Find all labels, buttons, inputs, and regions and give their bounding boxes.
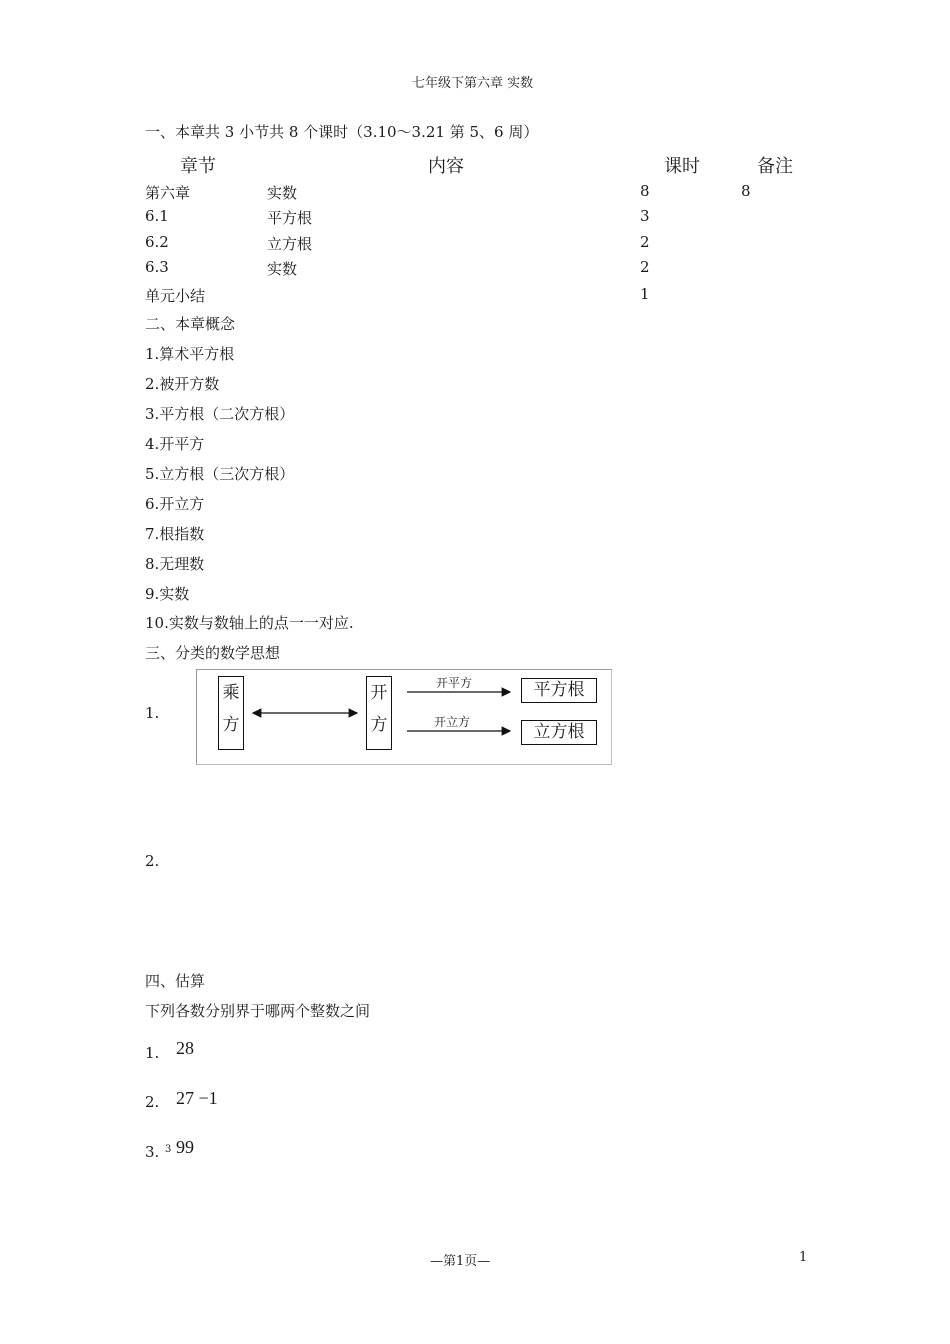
label-cube-root-op: 开立方 [434, 715, 471, 729]
table-cell: 1 [640, 285, 650, 303]
table-cell: 2 [640, 233, 650, 251]
concept-item: 1.算术平方根 [145, 345, 235, 363]
table-cell: 单元小结 [145, 287, 206, 305]
diagram-box-cube-root: 立方根 [521, 720, 597, 745]
estimate-expr: 27 −1 [176, 1088, 218, 1108]
page-number: 1 [799, 1250, 808, 1265]
section4-subtitle: 下列各数分别界于哪两个整数之间 [145, 1002, 371, 1020]
table-cell: 6.3 [145, 258, 169, 276]
estimate-expr: 28 [176, 1038, 194, 1058]
estimate-label: 2. [145, 1093, 160, 1111]
estimate-label: 1. [145, 1044, 160, 1062]
section2-title: 二、本章概念 [145, 315, 236, 333]
diagram-box-root: 开方 [366, 676, 392, 750]
table-cell: 6.1 [145, 207, 169, 225]
page-header: 七年级下第六章 实数 [412, 76, 534, 91]
concept-item: 3.平方根（二次方根） [145, 405, 295, 423]
table-cell: 实数 [267, 184, 298, 202]
table-cell: 3 [640, 207, 650, 225]
estimate-label: 3. [145, 1143, 160, 1161]
table-header-chapter: 章节 [180, 156, 216, 177]
label-square-root-op: 开平方 [436, 676, 473, 690]
table-cell: 第六章 [145, 184, 191, 202]
concept-item: 10.实数与数轴上的点一一对应. [145, 614, 354, 632]
concept-item: 6.开立方 [145, 495, 205, 513]
concept-item: 4.开平方 [145, 435, 205, 453]
diagram-box-power: 乘方 [218, 676, 244, 750]
concept-item: 9.实数 [145, 585, 190, 603]
root-index: 3 [165, 1144, 172, 1155]
item-label: 1. [145, 704, 160, 722]
concept-item: 5.立方根（三次方根） [145, 465, 295, 483]
table-cell: 8 [640, 182, 650, 200]
table-header-notes: 备注 [757, 156, 793, 177]
page-footer-label: —第1页— [430, 1254, 491, 1269]
table-cell: 平方根 [267, 209, 313, 227]
table-cell: 6.2 [145, 233, 169, 251]
table-header-hours: 课时 [664, 156, 700, 177]
section1-title: 一、本章共 3 小节共 8 个课时（3.10～3.21 第 5、6 周） [145, 123, 539, 141]
section4-title: 四、估算 [145, 972, 206, 990]
classification-diagram [196, 669, 612, 765]
table-cell: 2 [640, 258, 650, 276]
concept-item: 8.无理数 [145, 555, 205, 573]
item-label: 2. [145, 852, 160, 870]
diagram-box-square-root: 平方根 [521, 678, 597, 703]
concept-item: 2.被开方数 [145, 375, 220, 393]
section3-title: 三、分类的数学思想 [145, 644, 281, 662]
table-cell: 8 [741, 182, 751, 200]
table-cell: 实数 [267, 260, 298, 278]
concept-item: 7.根指数 [145, 525, 205, 543]
table-header-content: 内容 [428, 156, 464, 177]
estimate-expr: 99 [176, 1137, 194, 1157]
table-cell: 立方根 [267, 235, 313, 253]
